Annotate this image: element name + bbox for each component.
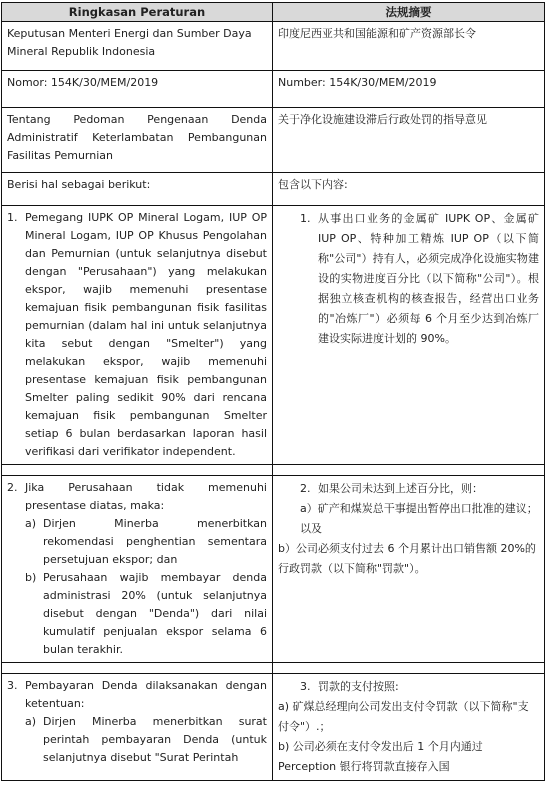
table-row bbox=[2, 674, 545, 781]
cell-left bbox=[2, 476, 273, 663]
cell-right bbox=[273, 206, 545, 465]
cell-left: Tentang Pedoman Pengenaan Denda Administratif Keterlambatan Pembangunan Fasilitas Pemurnian bbox=[2, 108, 273, 173]
sub-text: b) 公司必须在支付令发出后 1 个月内通过 Perception 银行将罚款直接存入国 bbox=[278, 740, 483, 773]
item-number: 3. bbox=[7, 679, 18, 692]
cell-left: Berisi hal sebagai berikut: bbox=[2, 173, 273, 206]
cell-left bbox=[2, 206, 273, 465]
table-row bbox=[2, 22, 545, 71]
item-text: Pemegang IUPK OP Mineral Logam, IUP OP Mineral Logam, IUP OP Khusus Pengolahan dan Pemurnian (untuk selanjutnya disebut dengan "Perusahaan") yang melakukan ekspor, wajib memenuhi presentase kemajuan fisik pembangunan fisik fasilitas pemurnian (dalam hal ini untuk selanjutnya kita sebut dengan "Smelter") yang melakukan ekspor, wajib memenuhi presentase kemajuan fisik pembangunan Smelter paling sedikit 90% dari rencana kemajuan fisik pembangunan Smelter setiap 6 bulan berdasarkan laporan hasil verifikasi dari verifikator independent. bbox=[25, 211, 267, 458]
item-text: 罚款的支付按照: bbox=[318, 680, 399, 693]
cell-left: Nomor: 154K/30/MEM/2019 bbox=[2, 71, 273, 108]
cell-right bbox=[273, 476, 545, 663]
sub-text: Dirjen Minerba menerbitkan rekomendasi penghentian sementara persetujuan ekspor; dan bbox=[43, 517, 267, 566]
item-number: 2. bbox=[7, 481, 18, 494]
table-row bbox=[2, 206, 545, 465]
item-text: 如果公司未达到上述百分比，则： bbox=[318, 482, 483, 495]
sub-text: Dirjen Minerba menerbitkan surat perintah pembayaran Denda (untuk selanjutnya disebut "Surat Perintah bbox=[43, 715, 267, 764]
cell-left: Keputusan Menteri Energi dan Sumber Daya Mineral Republik Indonesia bbox=[2, 22, 273, 71]
cell-right: 印度尼西亚共和国能源和矿产资源部长令 bbox=[273, 22, 545, 71]
item-text: 从事出口业务的金属矿 IUPK OP、金属矿 IUP OP、特种加工精炼 IUP OP（以下简称"公司"）持有人，必须完成净化设施实物建设的实物进度百分比（以下简称"公司"）。根据独立核查机构的核查报告，经营出口业务的"冶炼厂"）必须每 6 个月至少达到冶炼厂建设实际进度计划的 90%。 bbox=[318, 212, 539, 345]
sub-text: b）公司必须支付过去 6 个月累计出口销售额 20%的行政罚款（以下简称"罚款"）。 bbox=[278, 542, 536, 575]
header-right: 法规摘要 bbox=[273, 3, 545, 22]
sub-text: Perusahaan wajib membayar denda administrasi 20% (untuk selanjutnya disebut dengan "Denda") dari nilai kumulatif penjualan ekspor selama 6 bulan terakhir. bbox=[43, 571, 267, 656]
item-number: 1. bbox=[300, 212, 311, 225]
cell-right bbox=[273, 674, 545, 781]
cell-right: Number: 154K/30/MEM/2019 bbox=[273, 71, 545, 108]
item-number: 3. bbox=[300, 680, 311, 693]
table-row bbox=[2, 108, 545, 173]
sub-label: a) bbox=[25, 715, 37, 728]
cell-left bbox=[2, 674, 273, 781]
header-left: Ringkasan Peraturan bbox=[2, 3, 273, 22]
item-number: 2. bbox=[300, 482, 311, 495]
spacer-row bbox=[2, 663, 545, 674]
cell-right: 关于净化设施建设滞后行政处罚的指导意见 bbox=[273, 108, 545, 173]
sub-label: b) bbox=[25, 571, 37, 584]
table-row bbox=[2, 173, 545, 206]
sub-label: a) bbox=[25, 517, 37, 530]
item-number: 1. bbox=[7, 211, 18, 224]
sub-text: a）矿产和煤炭总干事提出暂停出口批准的建议；以及 bbox=[300, 502, 538, 535]
cell-right: 包含以下内容: bbox=[273, 173, 545, 206]
spacer-row bbox=[2, 465, 545, 476]
item-text: Jika Perusahaan tidak memenuhi presentase diatas, maka: bbox=[25, 481, 267, 512]
regulation-table bbox=[1, 2, 545, 781]
table-row bbox=[2, 71, 545, 108]
table-row bbox=[2, 476, 545, 663]
item-text: Pembayaran Denda dilaksanakan dengan ketentuan: bbox=[25, 679, 267, 710]
table-header-row bbox=[2, 3, 545, 22]
sub-text: a) 矿煤总经理向公司发出支付令罚款（以下简称"支付令"）.； bbox=[278, 700, 529, 733]
